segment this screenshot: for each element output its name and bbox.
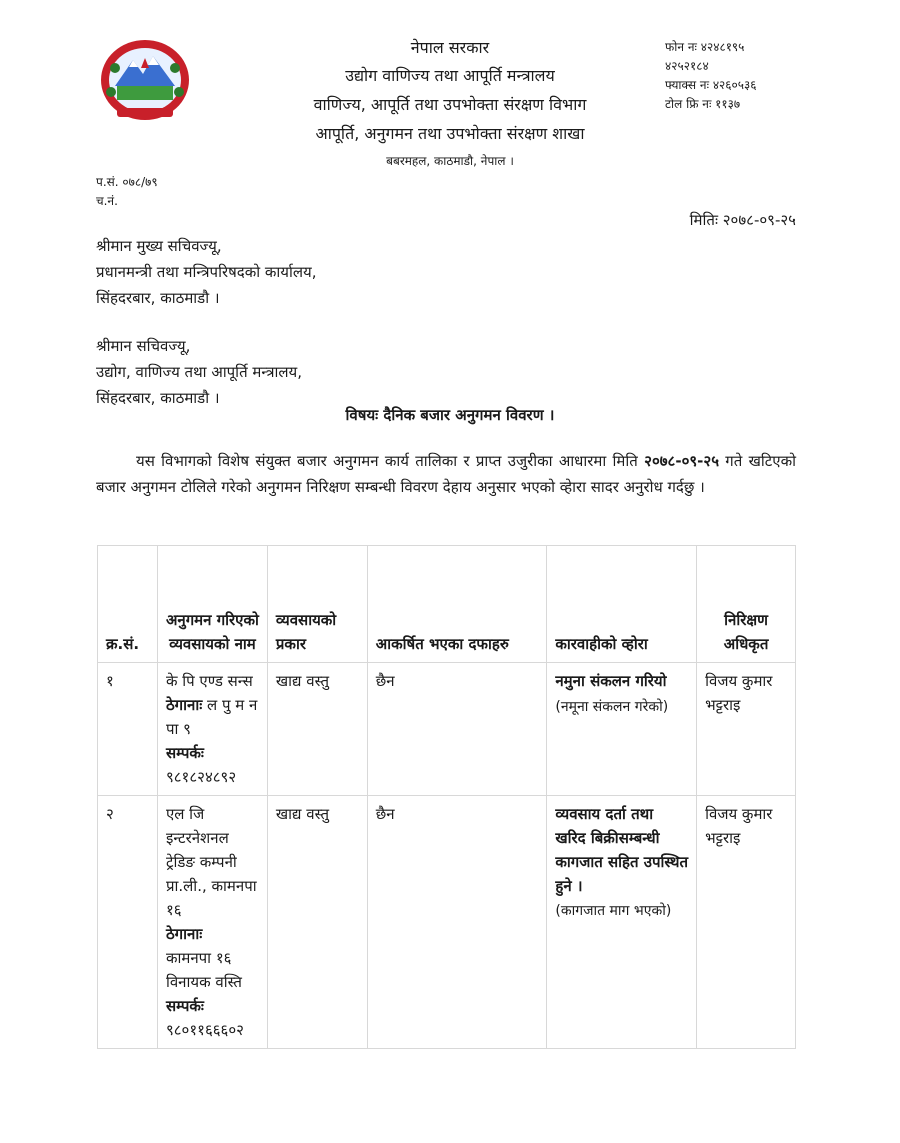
business-address: ल पु म न पा ९ — [165, 696, 258, 738]
row-officer: विजय कुमार भट्टराइ — [697, 663, 796, 796]
table-row — [98, 796, 796, 1049]
header-government: नेपाल सरकार — [410, 38, 490, 57]
col-header-attracted: आकर्षित भएका दफाहरु — [367, 546, 547, 663]
contact-phone2: ४२५२१८४ — [665, 59, 709, 73]
nepal-emblem — [95, 34, 195, 124]
body-part1: यस विभागको विशेष संयुक्त बजार अनुगमन कार्य तालिका र प्राप्त उजुरीका आधारमा मिति — [136, 452, 645, 470]
table-header-row — [98, 546, 796, 663]
action-bold: व्यवसाय दर्ता तथा खरिद बिक्रीसम्बन्धी कागजात सहित उपस्थित हुने । — [555, 805, 689, 895]
address-label: ठेगानाः — [165, 696, 203, 714]
row-sn: १ — [98, 663, 158, 796]
letter-date: मितिः २०७८-०९-२५ — [689, 211, 796, 229]
business-name: के पि एण्ड सन्स — [165, 672, 253, 690]
addressee2-line3: सिंहदरबार, काठमाडौ । — [96, 389, 220, 407]
header-department: वाणिज्य, आपूर्ति तथा उपभोक्ता संरक्षण विभाग — [313, 95, 587, 114]
letter-subject: विषयः दैनिक बजार अनुगमन विवरण । — [345, 406, 555, 424]
row-officer: विजय कुमार भट्टराइ — [697, 796, 796, 1049]
contact-tollfree: टोल फ्रि नः ११३७ — [665, 97, 741, 111]
row-attracted: छैन — [367, 796, 547, 1049]
col-header-sn: क्र.सं. — [98, 546, 158, 663]
addressee2-line2: उद्योग, वाणिज्य तथा आपूर्ति मन्त्रालय, — [96, 363, 303, 381]
monitoring-table — [97, 545, 796, 1049]
header-ministry: उद्योग वाणिज्य तथा आपूर्ति मन्त्रालय — [345, 66, 555, 85]
body-part2: गते खटिएको बजार अनुगमन टोलिले गरेको अनुगमन निरिक्षण सम्बन्धी विवरण देहाय अनुसार भएको व्हेारा सादर अनुरोध गर्दछु । — [96, 452, 796, 496]
contact-label: सम्पर्कः — [165, 997, 204, 1015]
reference-ps: प.सं. ०७८/७९ — [96, 175, 158, 189]
row-action — [547, 796, 697, 1049]
contact-phone1: फोन नः ४२४८१९५ — [665, 40, 745, 54]
business-contact: ९८०११६६६०२ — [165, 1021, 244, 1039]
business-contact: ९८१८२४८९२ — [165, 768, 237, 786]
header-section: आपूर्ति, अनुगमन तथा उपभोक्ता संरक्षण शाखा — [315, 124, 585, 143]
row-type: खाद्य वस्तु — [267, 796, 367, 1049]
contact-label: सम्पर्कः — [165, 744, 204, 762]
addressee-secretary — [96, 333, 302, 411]
business-address: कामनपा १६ विनायक वस्ति — [165, 949, 242, 991]
row-action — [547, 663, 697, 796]
col-header-officer: निरिक्षण अधिकृत — [697, 546, 796, 663]
col-header-name: अनुगमन गरिएको व्यवसायको नाम — [157, 546, 267, 663]
body-date: २०७८-०९-२५ — [644, 452, 719, 470]
row-business — [157, 796, 267, 1049]
action-note: (कागजात माग भएको) — [555, 903, 672, 919]
row-attracted: छैन — [367, 663, 547, 796]
addressee-chief-secretary — [96, 233, 317, 311]
row-sn: २ — [98, 796, 158, 1049]
addressee1-line1: श्रीमान मुख्य सचिवज्यू, — [96, 237, 222, 255]
reference-cn: च.नं. — [96, 194, 118, 208]
col-header-type: व्यवसायको प्रकार — [267, 546, 367, 663]
col-header-action: कारवाहीको व्होरा — [547, 546, 697, 663]
addressee1-line3: सिंहदरबार, काठमाडौ । — [96, 289, 220, 307]
letter-body — [96, 448, 796, 500]
action-note: (नमूना संकलन गरेको) — [555, 699, 669, 715]
business-name: एल जि इन्टरनेशनल ट्रेडिङ कम्पनी प्रा.ली., कामनपा १६ — [165, 805, 257, 919]
addressee1-line2: प्रधानमन्त्री तथा मन्त्रिपरिषदको कार्यालय, — [96, 263, 317, 281]
row-type: खाद्य वस्तु — [267, 663, 367, 796]
address-label: ठेगानाः — [165, 925, 203, 943]
action-bold: नमुना संकलन गरियो — [555, 672, 667, 690]
table-row — [98, 663, 796, 796]
contact-fax: फ्याक्स नः ४२६०५३६ — [665, 78, 757, 92]
contact-block — [665, 38, 757, 114]
header-location: बबरमहल, काठमाडौ, नेपाल । — [386, 154, 514, 168]
addressee2-line1: श्रीमान सचिवज्यू, — [96, 337, 191, 355]
reference-block — [96, 173, 158, 211]
row-business — [157, 663, 267, 796]
